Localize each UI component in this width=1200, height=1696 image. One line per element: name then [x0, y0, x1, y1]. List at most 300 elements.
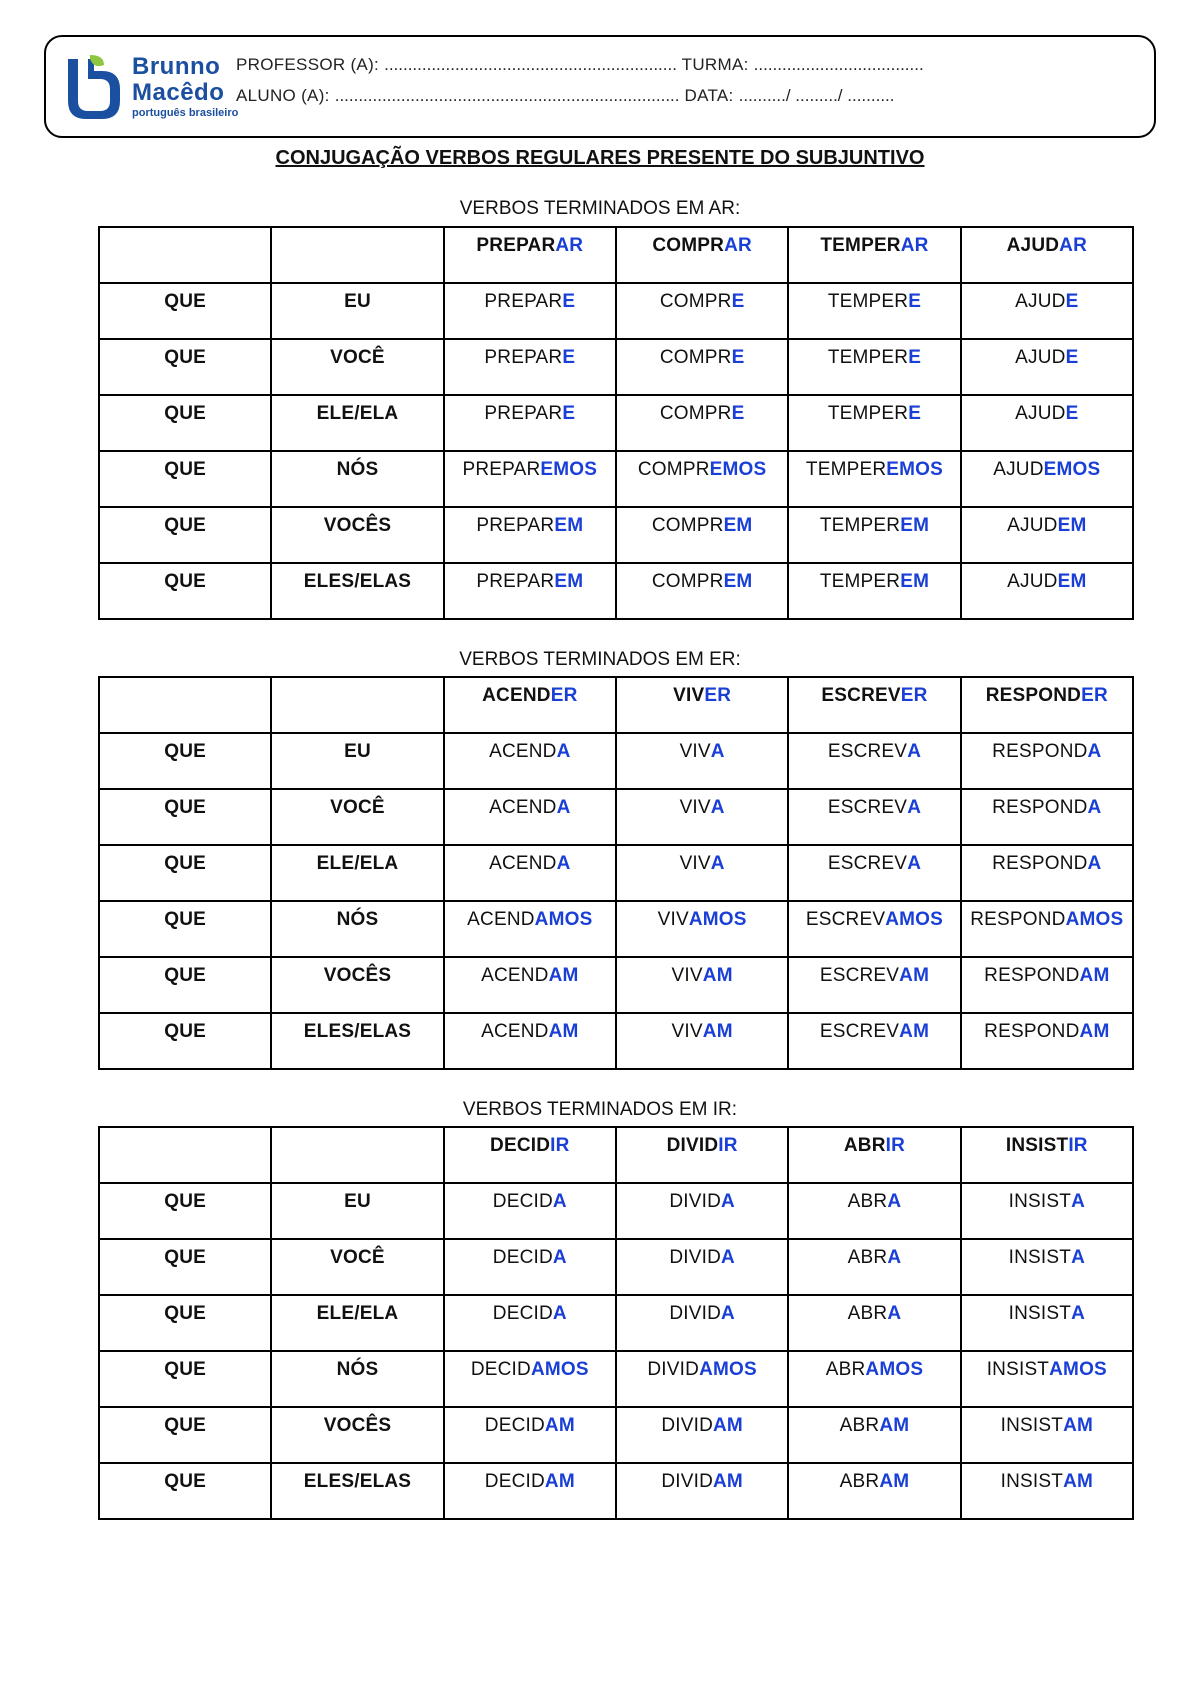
verb-ending: AM [879, 1471, 910, 1492]
conjugated-form-cell [616, 1463, 788, 1519]
conjugated-form-cell [444, 845, 616, 901]
verb-infinitive-cell [961, 227, 1133, 283]
verb-ending: EM [554, 571, 584, 592]
table-row [99, 845, 1133, 901]
conjugated-form-cell [444, 1013, 616, 1069]
que-cell: QUE [99, 845, 271, 901]
verb-stem: DIVID [661, 1415, 714, 1436]
conjugated-form-cell [616, 789, 788, 845]
verb-ending: AM [1063, 1415, 1094, 1436]
conjugated-form-cell [961, 1463, 1133, 1519]
conjugated-form-cell [444, 283, 616, 339]
conjugated-form-cell [788, 789, 960, 845]
verb-stem: INSIST [1008, 1191, 1072, 1212]
verb-ending: E [562, 403, 576, 424]
conjugated-form-cell [616, 1183, 788, 1239]
conjugated-form-cell [961, 845, 1133, 901]
conjugated-form-cell [961, 507, 1133, 563]
section-label: VERBOS TERMINADOS EM AR: [459, 198, 741, 219]
verb-stem: AJUD [993, 459, 1044, 480]
verb-ending: AM [544, 1471, 575, 1492]
verb-stem: RESPOND [984, 1021, 1080, 1042]
conjugated-form-cell [444, 1239, 616, 1295]
pronoun-cell: ELE/ELA [271, 395, 443, 451]
verb-stem: VIV [679, 797, 711, 818]
verb-ending: AMOS [699, 1359, 757, 1380]
verb-ending: E [1065, 347, 1079, 368]
verb-stem: ESCREV [805, 909, 886, 930]
verb-stem: PREPAR [484, 403, 563, 424]
verb-ending: A [907, 797, 922, 818]
verb-stem: VIV [679, 853, 711, 874]
conjugated-form-cell [961, 283, 1133, 339]
conjugated-form-cell [616, 1407, 788, 1463]
verb-stem: ESCREV [827, 741, 908, 762]
pronoun-cell: VOCÊ [271, 789, 443, 845]
verb-stem: ABR [847, 1303, 888, 1324]
verb-stem: PREPAR [476, 515, 555, 536]
verb-stem: INSIST [986, 1359, 1050, 1380]
verb-stem: ABR [847, 1191, 888, 1212]
verb-ending: A [721, 1247, 735, 1268]
page-title: CONJUGAÇÃO VERBOS REGULARES PRESENTE DO SUBJUNTIVO [275, 147, 925, 169]
verb-infinitive-cell [788, 677, 960, 733]
que-cell: QUE [99, 1013, 271, 1069]
verb-ending: A [887, 1191, 902, 1212]
verb-ending: AM [879, 1415, 910, 1436]
professor-label: PROFESSOR (A): [236, 55, 380, 74]
verb-stem: INSIST [1000, 1415, 1064, 1436]
verb-stem: PREPAR [484, 291, 563, 312]
verb-ending: AR [555, 235, 584, 256]
conjugated-form-cell [616, 901, 788, 957]
verb-ending: AM [713, 1415, 743, 1436]
verb-ending: E [1065, 291, 1079, 312]
conjugated-form-cell [788, 395, 960, 451]
verb-ending: A [1071, 1191, 1085, 1212]
conjugated-form-cell [444, 1295, 616, 1351]
verb-stem: TEMPER [827, 347, 909, 368]
conjugated-form-cell [788, 1013, 960, 1069]
verb-ending: E [908, 403, 922, 424]
verb-stem: ABR [847, 1247, 888, 1268]
verb-ending: A [710, 741, 725, 762]
verb-infinitive-cell [444, 1127, 616, 1183]
verb-stem: COMPR [651, 515, 724, 536]
verb-stem: AJUD [1015, 403, 1066, 424]
conjugated-form-cell [961, 1239, 1133, 1295]
verb-stem: ABR [839, 1471, 880, 1492]
conjugated-form-cell [444, 339, 616, 395]
verb-stem: PREPAR [476, 571, 555, 592]
conjugated-form-cell [788, 1407, 960, 1463]
verb-ending: ER [1081, 685, 1108, 706]
que-cell: QUE [99, 1351, 271, 1407]
verb-ending: AM [1079, 965, 1110, 986]
verb-stem: ABR [843, 1135, 886, 1156]
conjugation-table [98, 676, 1134, 1070]
verb-ending: AM [1063, 1471, 1094, 1492]
conjugated-form-cell [788, 901, 960, 957]
table-row [99, 1351, 1133, 1407]
verb-stem: DIVID [669, 1191, 722, 1212]
verb-stem: AJUD [1015, 347, 1066, 368]
verb-stem: PREPAR [462, 459, 541, 480]
pronoun-cell: NÓS [271, 901, 443, 957]
verb-ending: ER [550, 685, 578, 706]
conjugated-form-cell [961, 733, 1133, 789]
table-row [99, 789, 1133, 845]
table-row [99, 957, 1133, 1013]
verb-ending: ER [900, 685, 928, 706]
verb-ending: A [710, 853, 725, 874]
verb-stem: DECID [492, 1247, 553, 1268]
verb-ending: EM [1057, 571, 1087, 592]
verb-ending: IR [718, 1135, 738, 1156]
que-cell: QUE [99, 1183, 271, 1239]
verb-stem: COMPR [652, 235, 725, 256]
verb-ending: ER [704, 685, 732, 706]
verb-stem: COMPR [637, 459, 710, 480]
conjugated-form-cell [961, 1013, 1133, 1069]
table-row [99, 901, 1133, 957]
verb-stem: INSIST [1008, 1247, 1072, 1268]
verb-ending: A [552, 1247, 567, 1268]
pronoun-cell: VOCÊS [271, 1407, 443, 1463]
verb-ending: IR [885, 1135, 906, 1156]
pronoun-cell: ELE/ELA [271, 1295, 443, 1351]
que-cell: QUE [99, 1463, 271, 1519]
table-row [99, 283, 1133, 339]
verb-stem: TEMPER [819, 571, 901, 592]
verb-stem: DECID [492, 1191, 553, 1212]
verb-ending: A [556, 797, 571, 818]
verb-ending: EMOS [886, 459, 944, 480]
section-label: VERBOS TERMINADOS EM ER: [459, 649, 741, 670]
conjugated-form-cell [444, 1463, 616, 1519]
verb-stem: INSIST [1005, 1135, 1069, 1156]
conjugated-form-cell [961, 451, 1133, 507]
pronoun-cell: EU [271, 1183, 443, 1239]
conjugated-form-cell [961, 1351, 1133, 1407]
verb-ending: AMOS [1065, 909, 1124, 930]
verb-stem: AJUD [1007, 515, 1058, 536]
verb-infinitive-cell [444, 227, 616, 283]
conjugated-form-cell [788, 733, 960, 789]
conjugated-form-cell [444, 733, 616, 789]
verb-ending: AM [1079, 1021, 1110, 1042]
verb-stem: ACEND [481, 1021, 549, 1042]
data-field[interactable]: ........../ ........./ .......... [738, 86, 895, 105]
conjugated-form-cell [616, 451, 788, 507]
pronoun-cell: EU [271, 283, 443, 339]
verb-ending: A [552, 1191, 567, 1212]
verb-stem: DECID [490, 1135, 551, 1156]
verb-stem: COMPR [659, 347, 732, 368]
verb-stem: ACEND [489, 797, 557, 818]
conjugated-form-cell [444, 957, 616, 1013]
table-row [99, 1407, 1133, 1463]
table-header-row [99, 227, 1133, 283]
pronoun-cell: ELES/ELAS [271, 1463, 443, 1519]
conjugated-form-cell [961, 1295, 1133, 1351]
conjugation-table [98, 1126, 1134, 1520]
verb-ending: EM [1057, 515, 1087, 536]
verb-ending: AM [702, 1021, 733, 1042]
verb-ending: AM [548, 965, 579, 986]
que-cell: QUE [99, 1239, 271, 1295]
conjugated-form-cell [616, 733, 788, 789]
table-row [99, 507, 1133, 563]
que-cell: QUE [99, 789, 271, 845]
verb-ending: AM [899, 1021, 930, 1042]
verb-ending: A [556, 741, 571, 762]
verb-stem: DIVID [661, 1471, 714, 1492]
verb-ending: AM [544, 1415, 575, 1436]
data-label: DATA: [684, 86, 734, 105]
table-row [99, 733, 1133, 789]
verb-stem: VIV [657, 909, 689, 930]
verb-stem: RESPOND [985, 685, 1082, 706]
conjugated-form-cell [961, 1407, 1133, 1463]
verb-ending: E [731, 403, 745, 424]
conjugated-form-cell [961, 957, 1133, 1013]
conjugated-form-cell [961, 1183, 1133, 1239]
aluno-label: ALUNO (A): [236, 86, 330, 105]
verb-ending: AM [899, 965, 930, 986]
table-row [99, 1295, 1133, 1351]
verb-ending: A [907, 853, 922, 874]
verb-stem: VIV [679, 741, 711, 762]
verb-ending: EMOS [540, 459, 598, 480]
verb-ending: A [887, 1303, 902, 1324]
verb-ending: AMOS [885, 909, 944, 930]
conjugated-form-cell [788, 451, 960, 507]
conjugated-form-cell [961, 789, 1133, 845]
conjugated-form-cell [616, 957, 788, 1013]
brand-name-last: Macêdo [132, 79, 225, 106]
que-cell: QUE [99, 901, 271, 957]
conjugated-form-cell [616, 283, 788, 339]
verb-ending: AR [1059, 235, 1087, 256]
que-cell: QUE [99, 339, 271, 395]
conjugated-form-cell [616, 845, 788, 901]
empty-cell [271, 227, 443, 283]
table-row [99, 563, 1133, 619]
verb-ending: E [562, 347, 576, 368]
verb-ending: E [731, 291, 745, 312]
verb-ending: AM [548, 1021, 579, 1042]
conjugated-form-cell [788, 957, 960, 1013]
conjugated-form-cell [616, 1295, 788, 1351]
verb-ending: E [908, 347, 922, 368]
verb-stem: AJUD [1015, 291, 1066, 312]
conjugated-form-cell [788, 1463, 960, 1519]
verb-ending: A [1087, 797, 1102, 818]
verb-stem: INSIST [1008, 1303, 1072, 1324]
conjugated-form-cell [961, 395, 1133, 451]
verb-infinitive-cell [616, 677, 788, 733]
verb-ending: A [552, 1303, 567, 1324]
conjugated-form-cell [616, 1351, 788, 1407]
verb-stem: RESPOND [992, 853, 1088, 874]
verb-ending: A [1071, 1303, 1085, 1324]
verb-ending: AMOS [1049, 1359, 1107, 1380]
verb-stem: DECID [492, 1303, 553, 1324]
conjugated-form-cell [616, 1239, 788, 1295]
verb-stem: DIVID [669, 1247, 722, 1268]
que-cell: QUE [99, 1407, 271, 1463]
verb-stem: ACEND [481, 965, 549, 986]
verb-ending: AM [713, 1471, 743, 1492]
verb-stem: RESPOND [992, 741, 1088, 762]
conjugated-form-cell [961, 339, 1133, 395]
brand-logo-text [132, 55, 238, 119]
verb-stem: ESCREV [827, 797, 908, 818]
que-cell: QUE [99, 1295, 271, 1351]
verb-stem: DECID [484, 1415, 545, 1436]
pronoun-cell: NÓS [271, 1351, 443, 1407]
verb-stem: ABR [825, 1359, 866, 1380]
verb-ending: EMOS [1043, 459, 1101, 480]
verb-ending: E [1065, 403, 1079, 424]
verb-ending: EM [900, 571, 930, 592]
verb-ending: A [907, 741, 922, 762]
conjugated-form-cell [788, 507, 960, 563]
verb-stem: COMPR [659, 291, 732, 312]
que-cell: QUE [99, 507, 271, 563]
conjugated-form-cell [788, 563, 960, 619]
verb-ending: A [721, 1191, 735, 1212]
pronoun-cell: VOCÊS [271, 957, 443, 1013]
conjugated-form-cell [961, 563, 1133, 619]
turma-label: TURMA: [681, 55, 749, 74]
verb-stem: ESCREV [819, 1021, 900, 1042]
verb-stem: TEMPER [827, 291, 909, 312]
conjugation-table [98, 226, 1134, 620]
aluno-field[interactable]: ......................................................................... [334, 86, 680, 105]
verb-ending: A [710, 797, 725, 818]
verb-ending: IR [550, 1135, 570, 1156]
verb-infinitive-cell [444, 677, 616, 733]
conjugated-form-cell [444, 1407, 616, 1463]
empty-cell [99, 1127, 271, 1183]
professor-field[interactable]: .............................................................. [384, 55, 677, 74]
conjugated-form-cell [616, 395, 788, 451]
verb-stem: VIV [671, 965, 703, 986]
conjugated-form-cell [444, 451, 616, 507]
pronoun-cell: ELES/ELAS [271, 563, 443, 619]
verb-stem: PREPAR [476, 235, 556, 256]
verb-ending: AMOS [534, 909, 593, 930]
conjugated-form-cell [788, 283, 960, 339]
verb-stem: TEMPER [820, 235, 901, 256]
brand-name-first: Brunno [132, 53, 221, 80]
que-cell: QUE [99, 733, 271, 789]
verb-stem: ESCREV [821, 685, 901, 706]
conjugated-form-cell [788, 1183, 960, 1239]
verb-stem: ACEND [489, 853, 557, 874]
verb-stem: ESCREV [819, 965, 900, 986]
verb-stem: TEMPER [805, 459, 887, 480]
verb-infinitive-cell [961, 677, 1133, 733]
turma-field[interactable]: .................................... [753, 55, 924, 74]
table-row [99, 1463, 1133, 1519]
verb-infinitive-cell [961, 1127, 1133, 1183]
verb-stem: VIV [671, 1021, 703, 1042]
verb-stem: ACEND [489, 741, 557, 762]
verb-stem: COMPR [659, 403, 732, 424]
verb-ending: AMOS [865, 1359, 924, 1380]
verb-stem: AJUD [1006, 235, 1060, 256]
brand-logo-icon [64, 55, 124, 121]
brand-tagline: português brasileiro [132, 107, 239, 119]
section-label: VERBOS TERMINADOS EM IR: [462, 1099, 738, 1120]
conjugated-form-cell [444, 563, 616, 619]
verb-stem: DECID [470, 1359, 531, 1380]
verb-stem: DIVID [647, 1359, 700, 1380]
verb-stem: RESPOND [970, 909, 1066, 930]
verb-ending: EMOS [709, 459, 767, 480]
header-box [44, 35, 1156, 138]
conjugated-form-cell [616, 339, 788, 395]
conjugated-form-cell [788, 845, 960, 901]
verb-stem: DIVID [669, 1303, 722, 1324]
header-line-aluno [236, 86, 895, 106]
table-row [99, 1013, 1133, 1069]
verb-stem: PREPAR [484, 347, 563, 368]
verb-ending: A [721, 1303, 735, 1324]
conjugated-form-cell [616, 507, 788, 563]
conjugated-form-cell [788, 1351, 960, 1407]
verb-ending: A [887, 1247, 902, 1268]
pronoun-cell: EU [271, 733, 443, 789]
table-row [99, 395, 1133, 451]
pronoun-cell: ELE/ELA [271, 845, 443, 901]
conjugated-form-cell [788, 339, 960, 395]
pronoun-cell: ELES/ELAS [271, 1013, 443, 1069]
verb-ending: A [1071, 1247, 1085, 1268]
conjugated-form-cell [444, 1351, 616, 1407]
que-cell: QUE [99, 395, 271, 451]
que-cell: QUE [99, 563, 271, 619]
conjugated-form-cell [788, 1295, 960, 1351]
verb-stem: COMPR [651, 571, 724, 592]
verb-ending: AMOS [530, 1359, 589, 1380]
verb-stem: ACEND [482, 685, 551, 706]
pronoun-cell: NÓS [271, 451, 443, 507]
verb-stem: VIV [673, 685, 705, 706]
verb-ending: E [731, 347, 745, 368]
verb-ending: IR [1068, 1135, 1088, 1156]
conjugated-form-cell [444, 1183, 616, 1239]
table-header-row [99, 677, 1133, 733]
verb-stem: ESCREV [827, 853, 908, 874]
que-cell: QUE [99, 451, 271, 507]
pronoun-cell: VOCÊ [271, 339, 443, 395]
conjugated-form-cell [961, 901, 1133, 957]
table-header-row [99, 1127, 1133, 1183]
pronoun-cell: VOCÊ [271, 1239, 443, 1295]
verb-ending: E [562, 291, 576, 312]
verb-stem: TEMPER [827, 403, 909, 424]
pronoun-cell: VOCÊS [271, 507, 443, 563]
empty-cell [271, 1127, 443, 1183]
verb-stem: RESPOND [984, 965, 1080, 986]
verb-ending: AM [702, 965, 733, 986]
conjugated-form-cell [616, 563, 788, 619]
verb-infinitive-cell [616, 227, 788, 283]
